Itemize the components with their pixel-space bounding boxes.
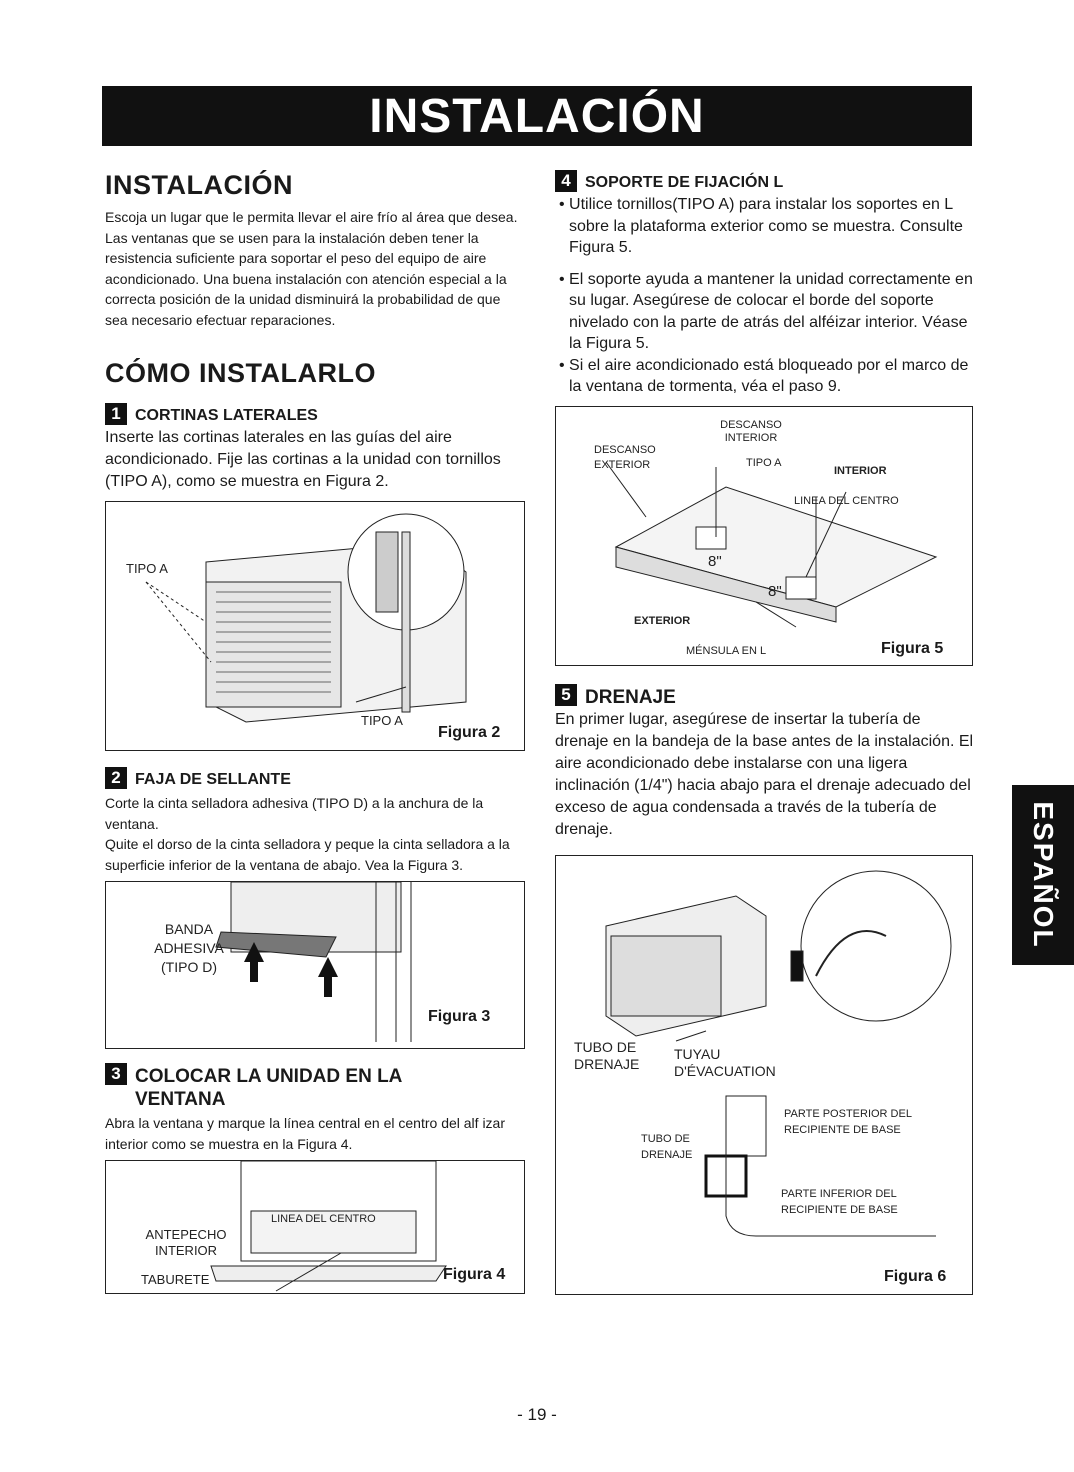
step-2-header xyxy=(105,767,525,791)
figure-4 xyxy=(105,1160,525,1294)
step-2-text-1: Corte la cinta selladora adhesiva (TIPO D) a la anchura de la ventana. xyxy=(105,795,484,832)
left-column xyxy=(105,170,525,1294)
figure-caption: Figura 6 xyxy=(884,1267,947,1285)
label-parte-inferior: PARTE INFERIOR DEL RECIPIENTE DE BASE xyxy=(781,1187,898,1216)
section-heading-instalacion: INSTALACIÓN xyxy=(105,170,293,200)
step-title: FAJA DE SELLANTE xyxy=(135,771,291,788)
label-descanso-interior: DESCANSO INTERIOR xyxy=(720,418,782,444)
label-tuyau: TUYAU D'ÉVACUATION xyxy=(674,1045,776,1079)
step-4-header xyxy=(555,170,975,194)
step-5-text: En primer lugar, asegúrese de insertar la tubería de drenaje en la bandeja de la base antes de la instalación. El aire acondicionado debe instalarse con una ligera inclinación (1/4") hacia abajo para el drenaje adecuado del exceso de agua condensada a través de la tubería de drenaje. xyxy=(555,710,974,838)
label-tubo-de-drenaje-bottom: TUBO DE DRENAJE xyxy=(641,1132,693,1161)
step-3-text: Abra la ventana y marque la línea central en el centro del alf izar interior como se muestra en la Figura 4. xyxy=(105,1115,506,1152)
label-mensula-en-l: MÉNSULA EN L xyxy=(686,644,767,657)
label-dimension-1: 8" xyxy=(708,552,722,570)
step-title: DRENAJE xyxy=(585,686,676,708)
air-conditioner-illustration xyxy=(106,502,524,750)
step-number: 5 xyxy=(555,684,577,706)
label-banda-adhesiva: BANDA ADHESIVA (TIPO D) xyxy=(154,921,224,975)
label-linea-del-centro: LINEA DEL CENTRO xyxy=(271,1213,376,1225)
section-heading-como-instalarlo: CÓMO INSTALARLO xyxy=(105,358,376,388)
step-1-text: Inserte las cortinas laterales en las guías del aire acondicionado. Fije las cortinas a la unidad con tornillos (TIPO A), como se muestra en Figura 2. xyxy=(105,429,501,490)
label-taburete: TABURETE xyxy=(141,1272,210,1287)
label-parte-posterior: PARTE POSTERIOR DEL RECIPIENTE DE BASE xyxy=(784,1107,912,1136)
intro-paragraph: Escoja un lugar que le permita llevar el aire frío al área que desea. Las ventanas que se usen para la instalación deben tener la resistencia suficiente para soportar el peso del equipo de aire acondicionado. Una buena instalación con atención especial a la correcta posición de la unidad disminuirá la probabilidad de que sea necesario efectuar reparaciones. xyxy=(105,209,518,328)
step-1-header xyxy=(105,403,525,427)
label-linea-del-centro: LINEA DEL CENTRO xyxy=(794,494,899,507)
figure-6 xyxy=(555,855,973,1295)
label-interior: INTERIOR xyxy=(834,464,887,477)
step-3-header xyxy=(105,1063,525,1111)
right-column xyxy=(555,170,975,1295)
label-exterior: EXTERIOR xyxy=(634,614,691,627)
step-number: 2 xyxy=(105,767,127,789)
figure-5 xyxy=(555,406,973,666)
figure-caption: Figura 2 xyxy=(438,724,501,741)
figure-caption: Figura 3 xyxy=(428,1008,491,1025)
label-antepecho: ANTEPECHO INTERIOR xyxy=(145,1227,227,1258)
label-descanso-exterior: DESCANSO EXTERIOR xyxy=(594,443,656,471)
step-2-text-2: Quite el dorso de la cinta selladora y peque la cinta selladora a la superficie inferior de la ventana de abajo. Vea la Figura 3. xyxy=(105,836,510,873)
step-title: SOPORTE DE FIJACIÓN L xyxy=(585,174,784,191)
step-4-bullet-1: • Utilice tornillos(TIPO A) para instalar los soportes en L sobre la plataforma exterior como se muestra. Consulte Figura 5. xyxy=(559,196,963,256)
label-tipo-a-bottom: TIPO A xyxy=(361,713,403,728)
step-4-bullet-3: • Si el aire acondicionado está bloqueado por el marco de la ventana de tormenta, véa el paso 9. xyxy=(559,356,969,395)
page-banner xyxy=(102,86,972,146)
figure-caption: Figura 5 xyxy=(881,639,944,657)
step-title: CORTINAS LATERALES xyxy=(135,407,318,424)
label-tubo-de-drenaje-top: TUBO DE DRENAJE xyxy=(574,1038,640,1072)
language-tab-label: ESPAÑOL xyxy=(1028,801,1059,949)
label-tipo-a: TIPO A xyxy=(746,456,782,469)
page-number: - 19 - xyxy=(517,1405,557,1424)
step-4-bullet-2: • El soporte ayuda a mantener la unidad correctamente en su lugar. Asegúrese de colocar el borde del soporte nivelado con la parte de atrás del alféizar interior. Véase la Figura 5. xyxy=(559,270,973,352)
step-number: 3 xyxy=(105,1063,127,1085)
step-title: COLOCAR LA UNIDAD EN LA VENTANA xyxy=(135,1066,402,1110)
language-tab xyxy=(1012,785,1074,965)
label-tipo-a-top: TIPO A xyxy=(126,561,168,576)
step-number: 4 xyxy=(555,170,577,192)
step-number: 1 xyxy=(105,403,127,425)
banner-title: INSTALACIÓN xyxy=(369,90,705,143)
figure-3 xyxy=(105,881,525,1049)
figure-2 xyxy=(105,501,525,751)
figure-caption: Figura 4 xyxy=(443,1266,506,1283)
step-5-header xyxy=(555,684,975,709)
label-dimension-2: 8" xyxy=(768,582,782,600)
